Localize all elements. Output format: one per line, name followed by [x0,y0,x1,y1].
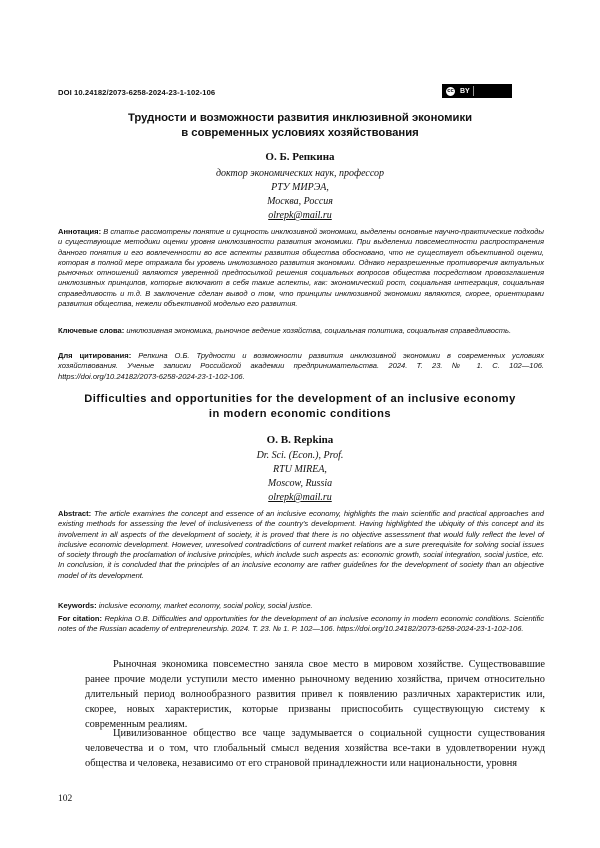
abstract-ru-label: Аннотация: [58,227,102,236]
abstract-en-text: The article examines the concept and essence of an inclusive economy, highlights the main scientific and practical approaches and existing methods for assessing the level of inclusiveness of the country's development. Having highlighted the ubiquity of this concept and its involvement in all aspects of the development of society, it is proved that there is no objective assessment that would fully reflect the level of inclusive economic development. However, unresolved contradictions of current market relations are a sure prerequisite for solving social issues of society through the proclamation of inclusive principles, which include such aspects as: economic growth, social integration, social justice, etc. In conclusion, it is concluded that the principles of an inclusive economy are rather guidelines for the development of society than an objective model of its development. [58,509,544,580]
affiliation-en-degree: Dr. Sci. (Econ.), Prof. [256,450,344,461]
title-en-line2: in modern economic conditions [208,408,392,420]
citation-ru-text[interactable]: Репкина О.Б. Трудности и возможности развития инклюзивной экономики в современных условиях хозяйствования. Ученые записки Российской академии предпринимательства. 2024. Т. 23. № 1. С. 102—106. https://doi.org/10.24182/2073-6258-2024-23-1-102-106. [58,351,544,381]
doi-label: DOI 10.24182/2073-6258-2024-23-1-102-106 [58,88,216,97]
citation-ru [58,351,544,382]
keywords-ru-label: Ключевые слова: [58,326,125,335]
abstract-ru-text: В статье рассмотрены понятие и сущность инклюзивной экономики, выделены основные научно-практические подходы и существующие методики оценки уровня инклюзивности развития экономики. При выделении повсеместности распространения данного понятия и его вовлеченности во все аспекты развития общества обосновано, что не существует объективной оценки, которая в полной мере отражала бы уровень инклюзивного развития экономики. Однако неразрешенные противоречия актуальных рыночных отношений являются уверенной предпосылкой решения социальных вопросов общества посредством провозглашения инклюзивных принципов, которые включают в себя такие аспекты, как: экономический рост, социальная интеграция, социальная справедливость и т.д. В заключение сделан вывод о том, что принципы инклюзивной экономики являются, скорее, ориентирами развития общества, нежели объективной моделью его развития. [58,227,544,309]
title-ru [60,111,540,141]
affiliation-ru-org: РТУ МИРЭА, [271,182,329,193]
affiliation-en-org: RTU MIREA, [273,464,327,475]
affiliation-en-city: Moscow, Russia [267,478,333,489]
license-by-label: BY [460,87,470,95]
affiliation-ru [60,167,540,223]
author-en: O. B. Repkina [266,434,334,446]
page-number: 102 [58,794,73,804]
abstract-en [58,509,544,581]
license-badge-bar [473,86,508,96]
body-paragraph-1: Рыночная экономика повсеместно заняла свое место в мировом хозяйстве. Существовавшие ранее прочие модели уступили место именно рыночному ведению хозяйства, причем относительно длительный период волнообразного развития привел к появлению различных характеристик или, скорее, новых характеристик, которые призваны приспособить существующую систему к современным реалиям. [85,659,545,730]
affiliation-ru-degree: доктор экономических наук, профессор [215,168,385,179]
keywords-ru [58,326,544,336]
cc-by-license-badge[interactable] [442,84,512,98]
keywords-en-text: inclusive economy, market economy, social policy, social justice. [98,601,313,610]
citation-en-text[interactable]: Repkina O.B. Difficulties and opportunities for the development of an inclusive economy in modern economic conditions. Scientific notes of the Russian academy of entrepreneurship. 2024. T. 23. № 1. P. 102—106. https://doi.org/10.24182/2073-6258-2024-23-1-102-106. [58,614,544,634]
email-link-en[interactable]: olrepk@mail.ru [268,492,332,503]
affiliation-ru-city: Москва, Россия [267,196,333,207]
keywords-ru-text: инклюзивная экономика, рыночное ведение хозяйства, социальная политика, социальная справедливость. [126,326,512,335]
author-ru: О. Б. Репкина [265,151,335,163]
citation-en [58,614,544,635]
email-link-ru[interactable]: olrepk@mail.ru [268,210,332,221]
creative-commons-icon: cc [445,86,456,97]
title-ru-line1: Трудности и возможности развития инклюзивной экономики [127,112,473,124]
citation-ru-label: Для цитирования: [58,351,132,360]
abstract-ru [58,227,544,309]
keywords-en [58,601,544,611]
title-ru-line2: в современных условиях хозяйствования [181,127,419,139]
title-en-line1: Difficulties and opportunities for the development of an inclusive economy [84,393,516,405]
title-en [60,392,540,422]
citation-en-label: For citation: [58,614,102,623]
affiliation-en [60,449,540,505]
keywords-en-label: Keywords: [58,601,97,610]
abstract-en-label: Abstract: [58,509,92,518]
body-paragraph-2: Цивилизованное общество все чаще задумывается о социальной сущности существования человечества и о том, что глобальный смысл ведения хозяйства все-таки в удовлетворении нужд общества и человека, независимо от его страновой принадлежности или национальности, уровня [85,728,545,769]
